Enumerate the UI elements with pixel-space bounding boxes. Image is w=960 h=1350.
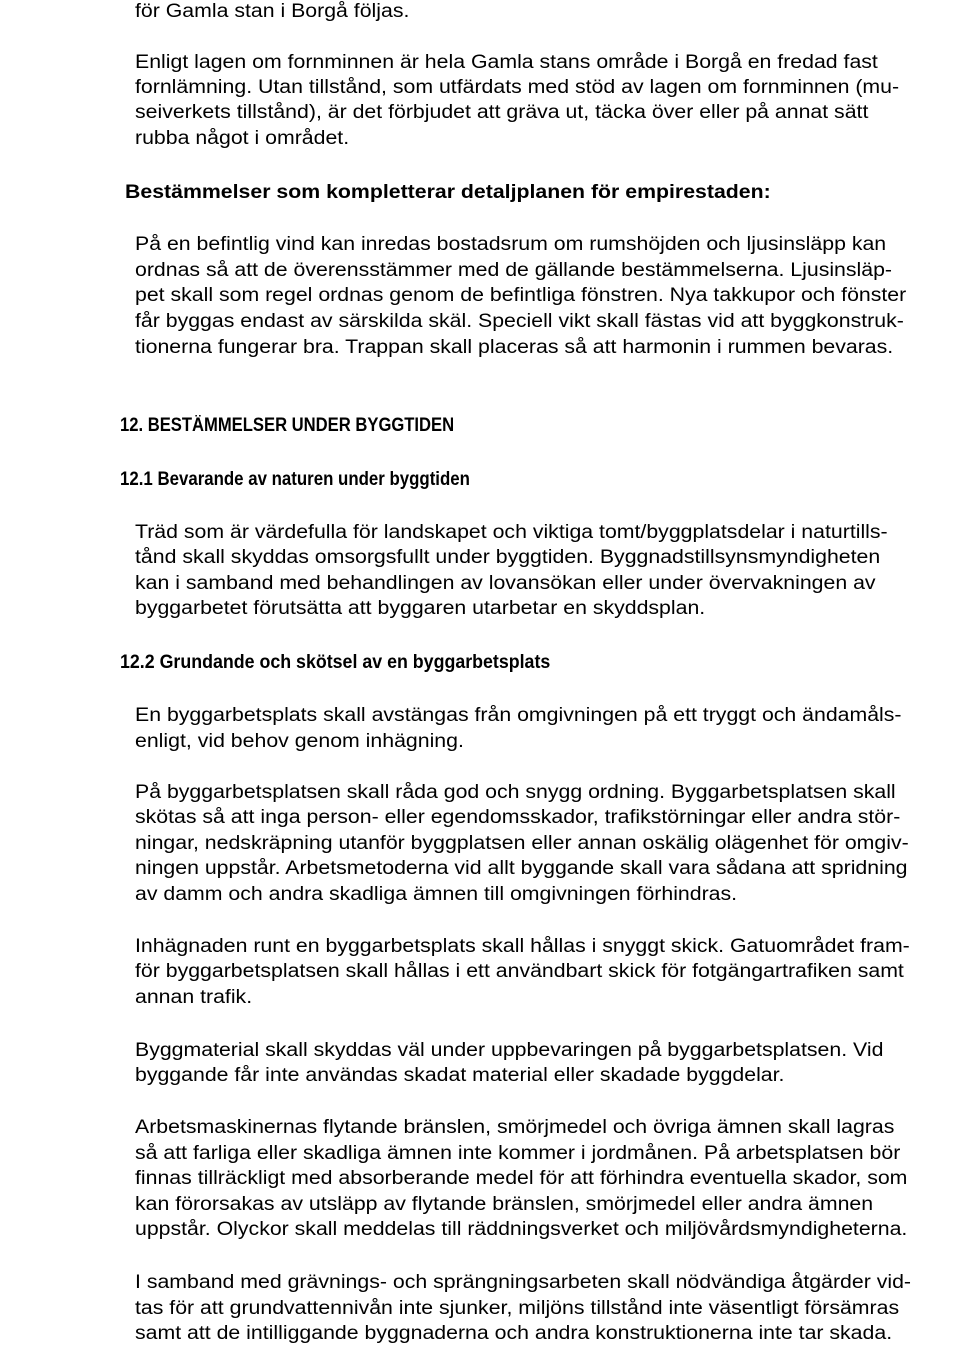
text-line: tånd skall skyddas omsorgsfullt under byggtiden. Byggnadstillsynsmyndigheten: [135, 547, 881, 568]
text-line: av damm och andra skadliga ämnen till omgivningen förhindras.: [135, 884, 738, 905]
text-line: rubba något i området.: [135, 128, 350, 149]
section-heading: Bestämmelser som kompletterar detaljplanen för empirestaden:: [125, 182, 771, 203]
text-line: så att farliga eller skadliga ämnen inte kommer i jordmånen. På arbetsplatsen bör: [135, 1143, 901, 1164]
section-heading: 12.2 Grundande och skötsel av en byggarbetsplats: [120, 652, 551, 673]
text-line: byggande får inte användas skadat material eller skadade byggdelar.: [135, 1065, 785, 1086]
text-line: Byggmaterial skall skyddas väl under uppbevaringen på byggarbetsplatsen. Vid: [135, 1040, 884, 1061]
text-line: samt att de intilliggande byggnaderna och andra konstruktionerna inte tar skada.: [135, 1323, 893, 1344]
text-line: finnas tillräckligt med absorberande medel för att förhindra eventuella skador, som: [135, 1168, 908, 1189]
text-line: tionerna fungerar bra. Trappan skall placeras så att harmonin i rummen bevaras.: [135, 337, 894, 358]
text-line: annan trafik.: [135, 987, 253, 1008]
text-line: skötas så att inga person- eller egendomsskador, trafikstörningar eller andra stör-: [135, 807, 901, 828]
text-line: På en befintlig vind kan inredas bostadsrum om rumshöjden och ljusinsläpp kan: [135, 234, 887, 255]
text-line: Arbetsmaskinernas flytande bränslen, smörjmedel och övriga ämnen skall lagras: [135, 1117, 895, 1138]
text-line: Träd som är värdefulla för landskapet och viktiga tomt/byggplatsdelar i naturtills-: [135, 522, 888, 543]
text-line: tas för att grundvattennivån inte sjunker, miljöns tillstånd inte väsentligt försämras: [135, 1298, 900, 1319]
text-line: kan i samband med behandlingen av lovansökan eller under övervakningen av: [135, 573, 876, 594]
text-line: På byggarbetsplatsen skall råda god och snygg ordning. Byggarbetsplatsen skall: [135, 782, 896, 803]
text-line: för Gamla stan i Borgå följas.: [135, 1, 410, 22]
section-heading: 12.1 Bevarande av naturen under byggtiden: [120, 469, 470, 490]
text-line: ningen uppstår. Arbetsmetoderna vid allt byggande skall vara sådana att spridning: [135, 858, 908, 879]
text-line: ordnas så att de överensstämmer med de gällande bestämmelserna. Ljusinsläp-: [135, 260, 893, 281]
text-line: för byggarbetsplatsen skall hållas i ett användbart skick för fotgängartrafiken samt: [135, 961, 904, 982]
text-line: Enligt lagen om fornminnen är hela Gamla stans område i Borgå en fredad fast: [135, 52, 878, 73]
text-line: seiverkets tillstånd), är det förbjudet att gräva ut, täcka över eller på annat sätt: [135, 102, 869, 123]
text-line: enligt, vid behov genom inhägning.: [135, 731, 464, 752]
text-line: uppstår. Olyckor skall meddelas till räddningsverket och miljövårdsmyndigheterna.: [135, 1219, 908, 1240]
text-line: pet skall som regel ordnas genom de befintliga fönstren. Nya takkupor och fönster: [135, 285, 907, 306]
text-line: kan förorsakas av utsläpp av flytande bränslen, smörjmedel eller andra ämnen: [135, 1194, 874, 1215]
text-line: fornlämning. Utan tillstånd, som utfärdats med stöd av lagen om fornminnen (mu-: [135, 77, 900, 98]
text-line: I samband med grävnings- och sprängningsarbeten skall nödvändiga åtgärder vid-: [135, 1272, 912, 1293]
text-line: byggarbetet förutsätta att byggaren utarbetar en skyddsplan.: [135, 598, 706, 619]
text-line: En byggarbetsplats skall avstängas från omgivningen på ett tryggt och ändamåls-: [135, 705, 902, 726]
chapter-heading: 12. BESTÄMMELSER UNDER BYGGTIDEN: [120, 415, 455, 436]
text-line: ningar, nedskräpning utanför byggplatsen eller annan oskälig olägenhet för omgiv-: [135, 833, 909, 854]
text-line: Inhägnaden runt en byggarbetsplats skall hållas i snyggt skick. Gatuområdet fram-: [135, 936, 910, 957]
text-line: får byggas endast av särskilda skäl. Speciell vikt skall fästas vid att byggkonstruk-: [135, 311, 904, 332]
